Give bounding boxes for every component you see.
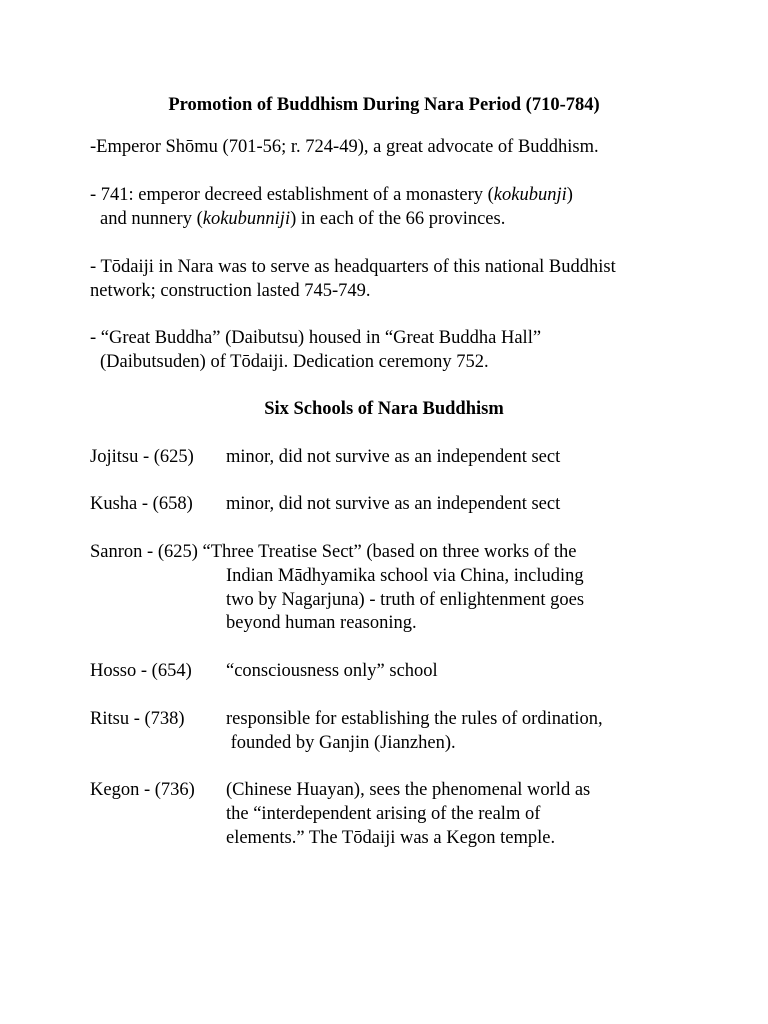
text-run: and nunnery ( (100, 209, 203, 229)
schools-heading: Six Schools of Nara Buddhism (264, 399, 504, 419)
intro-741-line2 (100, 207, 505, 231)
text-run: - 741: emperor decreed establishment of a monastery ( (90, 185, 494, 205)
intro-741-line1 (90, 183, 573, 207)
intro-todaiji-line2: network; construction lasted 745-749. (90, 281, 371, 301)
document-title: Promotion of Buddhism During Nara Period (710-784) (168, 95, 600, 115)
school-description: beyond human reasoning. (226, 613, 417, 633)
school-description: minor, did not survive as an independent sect (226, 447, 561, 467)
school-label: Sanron - (625) “Three Treatise Sect” (based on three works of the (90, 542, 577, 562)
school-label: Hosso - (654) (90, 661, 192, 681)
text-run: ) (566, 185, 573, 205)
school-description: responsible for establishing the rules of ordination, (226, 709, 603, 729)
italic-term-kokubunniji: kokubunniji (202, 209, 291, 229)
school-label: Kusha - (658) (90, 494, 193, 514)
school-label: Jojitsu - (625) (90, 447, 194, 467)
intro-emperor-line: -Emperor Shōmu (701-56; r. 724-49), a great advocate of Buddhism. (90, 137, 599, 157)
school-label: Ritsu - (738) (90, 709, 185, 729)
school-description: founded by Ganjin (Jianzhen). (226, 733, 456, 753)
school-description: minor, did not survive as an independent sect (226, 494, 561, 514)
school-description: elements.” The Tōdaiji was a Kegon temple. (226, 828, 556, 848)
school-label: Kegon - (736) (90, 780, 195, 800)
school-description: the “interdependent arising of the realm of (226, 804, 541, 824)
intro-todaiji-line1: - Tōdaiji in Nara was to serve as headquarters of this national Buddhist (90, 257, 616, 277)
italic-term-kokubunji: kokubunji (493, 185, 567, 205)
school-description: Indian Mādhyamika school via China, including (226, 566, 584, 586)
intro-daibutsu-line1: - “Great Buddha” (Daibutsu) housed in “Great Buddha Hall” (90, 328, 542, 348)
school-description: “consciousness only” school (226, 661, 438, 681)
intro-daibutsu-line2: (Daibutsuden) of Tōdaiji. Dedication ceremony 752. (100, 352, 489, 372)
text-run: ) in each of the 66 provinces. (290, 209, 506, 229)
school-description: (Chinese Huayan), sees the phenomenal world as (226, 780, 591, 800)
school-description: two by Nagarjuna) - truth of enlightenment goes (226, 590, 585, 610)
